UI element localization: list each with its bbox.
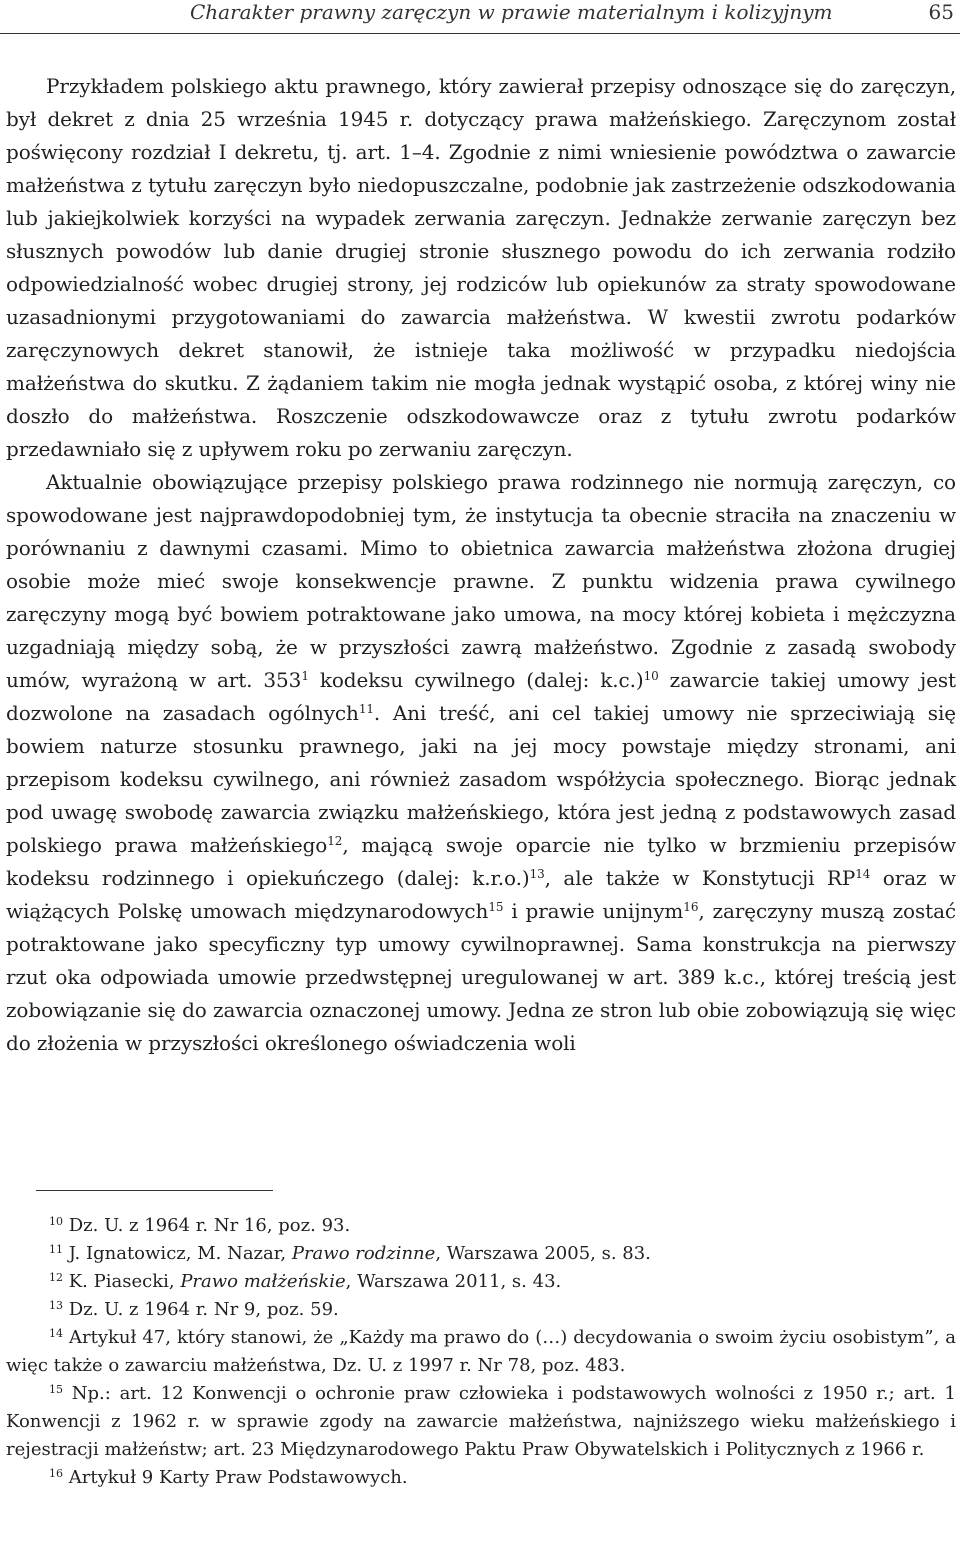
text-run: zawarcie takiej umowy jest dozwolone na zasadach ogólnych (6, 668, 956, 725)
text-run: , ale także w Konstytucji RP (544, 866, 856, 890)
text-run: Aktualnie obowiązujące przepisy polskiego prawa rodzinnego nie normują zaręczyn, co spowodowane jest najprawdopodobniej tym, że instytucja ta obecnie straciła na znaczeniu w porównaniu z dawnymi czasami. Mimo to obietnica zawarcia małżeństwa złożona drugiej osobie może mieć swoje konsekwencje prawne. Z punktu widzenia prawa cywilnego zaręczyny mogą być bowiem potraktowane jako umowa, na mocy której kobieta i mężczyzna uzgadniają między sobą, że w przyszłości zawrą małżeństwo. Zgodnie z zasadą swobody umów, wyrażoną w art. 353 (6, 470, 956, 692)
footnote-number: 13 (49, 1299, 63, 1312)
footnote (6, 1464, 956, 1492)
text-run: Artykuł 9 Karty Praw Podstawowych. (68, 1467, 408, 1488)
running-title: Charakter prawny zaręczyn w prawie materialnym i kolizyjnym (190, 0, 833, 24)
text-run: Dz. U. z 1964 r. Nr 9, poz. 59. (68, 1299, 339, 1320)
text-run: Dz. U. z 1964 r. Nr 16, poz. 93. (68, 1215, 351, 1236)
cited-title: Prawo małżeńskie (180, 1271, 346, 1292)
footnote-number: 11 (49, 1243, 63, 1256)
footnote (6, 1240, 956, 1268)
body-text (6, 70, 956, 1060)
footnote (6, 1324, 956, 1380)
text-run: i prawie unijnym (503, 899, 684, 923)
footnote-ref: 16 (683, 900, 699, 914)
footnote (6, 1268, 956, 1296)
footnote-number: 15 (49, 1383, 63, 1396)
footnote (6, 1212, 956, 1240)
footnote-ref: 11 (358, 702, 374, 716)
body-paragraph (6, 70, 956, 466)
body-paragraph (6, 466, 956, 1060)
text-run: , mającą swoje oparcie nie tylko w brzmieniu przepisów kodeksu rodzinnego i opiekuńczego (dalej: k.r.o.) (6, 833, 957, 890)
footnote-ref: 15 (488, 900, 504, 914)
footnote-ref: 12 (327, 834, 343, 848)
footnote-ref: 1 (301, 669, 309, 683)
footnote-ref: 10 (643, 669, 659, 683)
cited-title: Prawo rodzinne (291, 1243, 436, 1264)
footnote-ref: 14 (855, 867, 871, 881)
footnote-ref: 13 (529, 867, 545, 881)
text-run: Przykładem polskiego aktu prawnego, który zawierał przepisy odnoszące się do zaręczyn, był dekret z dnia 25 września 1945 r. dotyczący prawa małżeńskiego. Zaręczynom został poświęcony rozdział I dekretu, tj. art. 1–4. Zgodnie z nimi wniesienie powództwa o zawarcie małżeństwa z tytułu zaręczyn było niedopuszczalne, podobnie jak zastrzeżenie odszkodowania lub jakiejkolwiek korzyści na wypadek zerwania zaręczyn. Jednakże zerwanie zaręczyn bez słusznych powodów lub danie drugiej stronie słusznego powodu do ich zerwania rodziło odpowiedzialność wobec drugiej strony, jej rodziców lub opiekunów za straty spowodowane uzasadnionymi przygotowaniami do zawarcia małżeństwa. W kwestii zwrotu podarków zaręczynowych dekret stanowił, że istnieje taka możliwość w przypadku niedojścia małżeństwa do skutku. Z żądaniem takim nie mogła jednak wystąpić osoba, z której winy nie doszło do małżeństwa. Roszczenie odszkodowawcze oraz z tytułu zwrotu podarków przedawniało się z upływem roku po zerwaniu zaręczyn. (6, 74, 956, 461)
text-run: oraz w wiążących Polskę umowach międzynarodowych (6, 866, 957, 923)
text-run: Np.: art. 12 Konwencji o ochronie praw człowieka i podstawowych wolności z 1950 r.; art. 1 Konwencji z 1962 r. w sprawie zgody na zawarcie małżeństwa, najniższego wieku małżeńskiego i rejestracji małżeństw; art. 23 Międzynarodowego Paktu Praw Obywatelskich i Politycznych z 1966 r. (6, 1383, 956, 1460)
footnote-number: 16 (49, 1467, 63, 1480)
footnote (6, 1380, 956, 1464)
text-run: , Warszawa 2005, s. 83. (435, 1243, 651, 1264)
text-run: , Warszawa 2011, s. 43. (345, 1271, 562, 1292)
footnote (6, 1296, 956, 1324)
text-run: kodeksu cywilnego (dalej: k.c.) (308, 668, 644, 692)
text-run: . Ani treść, ani cel takiej umowy nie sprzeciwiają się bowiem naturze stosunku prawnego, jaki na jej mocy powstaje między stronami, ani przepisom kodeksu cywilnego, ani również zasadom współżycia społecznego. Biorąc jednak pod uwagę swobodę zawarcia związku małżeńskiego, która jest jedną z podstawowych zasad polskiego prawa małżeńskiego (6, 701, 956, 857)
footnote-separator (36, 1190, 273, 1191)
text-run: J. Ignatowicz, M. Nazar, (68, 1243, 292, 1264)
page-header (0, 0, 960, 40)
footnotes (6, 1212, 956, 1492)
footnote-number: 12 (49, 1271, 63, 1284)
text-run: K. Piasecki, (68, 1271, 181, 1292)
footnote-number: 10 (49, 1215, 63, 1228)
page-number: 65 (928, 0, 954, 24)
header-rule (0, 33, 960, 34)
text-run: , zaręczyny muszą zostać potraktowane jako specyficzny typ umowy cywilnoprawnej. Sama konstrukcja na pierwszy rzut oka odpowiada umowie przedwstępnej uregulowanej w art. 389 k.c., której treścią jest zobowiązanie się do zawarcia oznaczonej umowy. Jedna ze stron lub obie zobowiązują się więc do złożenia w przyszłości określonego oświadczenia woli (6, 899, 956, 1055)
footnote-number: 14 (49, 1327, 63, 1340)
text-run: Artykuł 47, który stanowi, że „Każdy ma prawo do (…) decydowania o swoim życiu osobistym”, a więc także o zawarciu małżeństwa, Dz. U. z 1997 r. Nr 78, poz. 483. (6, 1327, 956, 1376)
